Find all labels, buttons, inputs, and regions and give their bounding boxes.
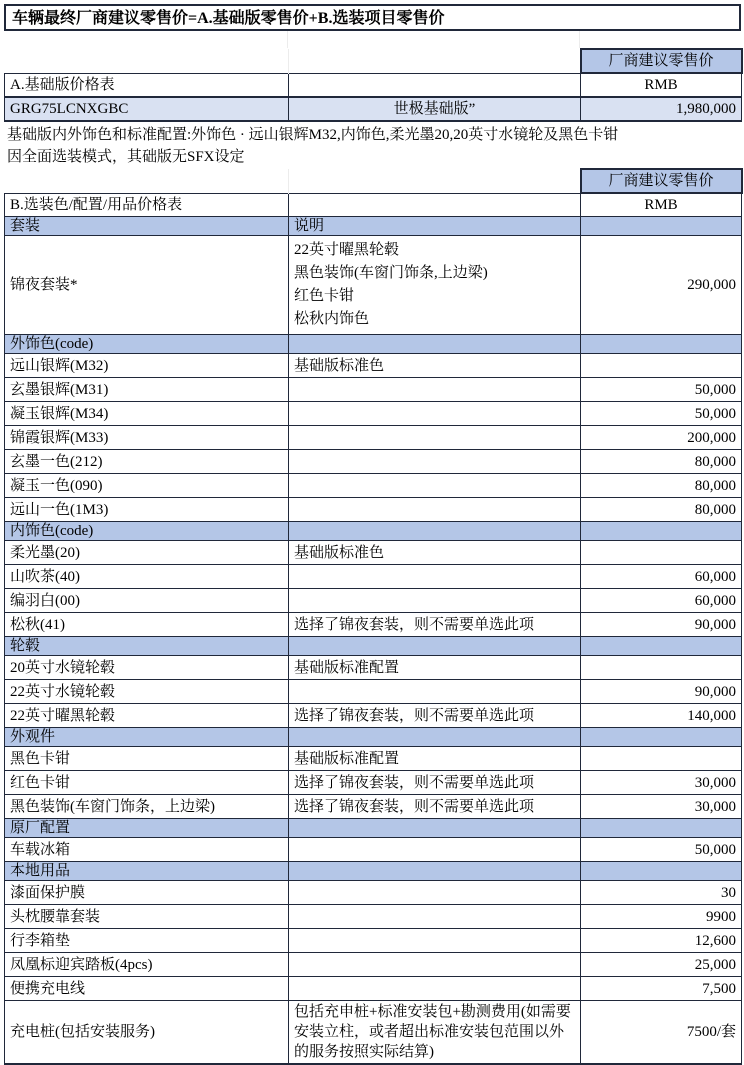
section-b-table <box>4 168 743 1065</box>
group-header-desc-cell <box>289 637 581 656</box>
section-a-label: A.基础版价格表 <box>5 73 289 97</box>
option-name-cell: 黑色装饰(车窗门饰条，上边梁) <box>5 795 289 819</box>
group-header-row <box>5 637 742 656</box>
option-desc-cell <box>289 498 581 522</box>
option-price-cell: 290,000 <box>581 236 742 335</box>
option-row <box>5 1001 742 1065</box>
option-price-cell: 140,000 <box>581 704 742 728</box>
group-header-desc-cell <box>289 862 581 881</box>
group-header-row <box>5 862 742 881</box>
group-header-desc-cell <box>289 819 581 838</box>
option-desc-cell: 基础版标准色 <box>289 354 581 378</box>
option-name-cell: 编羽白(00) <box>5 589 289 613</box>
group-header-row <box>5 522 742 541</box>
option-row <box>5 881 742 905</box>
option-price-cell: 80,000 <box>581 498 742 522</box>
option-desc-cell: 基础版标准配置 <box>289 656 581 680</box>
option-price-cell: 30,000 <box>581 771 742 795</box>
column-header-item: 套装 <box>5 217 289 236</box>
option-desc-cell: 选择了锦夜套装，则不需要单选此项 <box>289 795 581 819</box>
option-price-cell: 9900 <box>581 905 742 929</box>
group-header-cell: 本地用品 <box>5 862 289 881</box>
option-row <box>5 589 742 613</box>
option-row <box>5 977 742 1001</box>
model-price-cell: 1,980,000 <box>581 97 742 121</box>
currency-cell: RMB <box>581 73 742 97</box>
option-desc-cell: 选择了锦夜套装，则不需要单选此项 <box>289 704 581 728</box>
option-desc-cell <box>289 450 581 474</box>
option-name-cell: 22英寸水镜轮毂 <box>5 680 289 704</box>
price-header-cell: 厂商建议零售价 <box>581 169 742 193</box>
group-header-cell: 外观件 <box>5 728 289 747</box>
option-name-cell: 黑色卡钳 <box>5 747 289 771</box>
option-name-cell: 便携充电线 <box>5 977 289 1001</box>
group-header-cell: 原厂配置 <box>5 819 289 838</box>
currency-cell: RMB <box>581 193 742 217</box>
package-row <box>5 236 742 335</box>
option-desc-cell <box>289 565 581 589</box>
option-name-cell: 红色卡钳 <box>5 771 289 795</box>
option-name-cell: 柔光墨(20) <box>5 541 289 565</box>
sfx-note: 因全面选装模式，其础版无SFX设定 <box>7 149 245 165</box>
group-header-price-cell <box>581 335 742 354</box>
group-header-desc-cell <box>289 335 581 354</box>
option-row <box>5 838 742 862</box>
option-row <box>5 541 742 565</box>
section-a-table <box>4 48 743 122</box>
option-price-cell: 7,500 <box>581 977 742 1001</box>
group-header-cell: 轮毂 <box>5 637 289 656</box>
option-row <box>5 771 742 795</box>
option-desc-cell <box>289 426 581 450</box>
option-price-cell: 80,000 <box>581 474 742 498</box>
section-b-label: B.选装色/配置/用品价格表 <box>5 193 289 217</box>
group-header-price-cell <box>581 637 742 656</box>
option-price-cell: 60,000 <box>581 565 742 589</box>
option-name-cell: 凤凰标迎宾踏板(4pcs) <box>5 953 289 977</box>
option-price-cell: 90,000 <box>581 613 742 637</box>
option-name-cell: 头枕腰靠套装 <box>5 905 289 929</box>
option-row <box>5 656 742 680</box>
option-row <box>5 402 742 426</box>
group-header-price-cell <box>581 862 742 881</box>
option-name-cell: 玄墨银辉(M31) <box>5 378 289 402</box>
option-row <box>5 474 742 498</box>
option-desc-cell: 基础版标准色 <box>289 541 581 565</box>
grid-spacer <box>4 31 741 48</box>
option-price-cell: 90,000 <box>581 680 742 704</box>
option-desc-cell: 22英寸曜黑轮毂 黑色装饰(车窗门饰条,上边梁) 红色卡钳 松秋内饰色 <box>289 236 581 335</box>
empty-cell <box>5 49 289 73</box>
option-name-cell: 行李箱垫 <box>5 929 289 953</box>
option-name-cell: 远山一色(1M3) <box>5 498 289 522</box>
option-desc-cell: 选择了锦夜套装，则不需要单选此项 <box>289 613 581 637</box>
group-header-desc-cell <box>289 728 581 747</box>
option-row <box>5 704 742 728</box>
group-header-desc-cell <box>289 522 581 541</box>
option-price-cell <box>581 541 742 565</box>
option-name-cell: 玄墨一色(212) <box>5 450 289 474</box>
column-header-desc: 说明 <box>289 217 581 236</box>
option-desc-cell: 选择了锦夜套装，则不需要单选此项 <box>289 771 581 795</box>
model-code-cell: GRG75LCNXGBC <box>5 97 289 121</box>
option-name-cell: 凝玉一色(090) <box>5 474 289 498</box>
option-price-cell: 60,000 <box>581 589 742 613</box>
option-name-cell: 20英寸水镜轮毂 <box>5 656 289 680</box>
group-header-cell: 内饰色(code) <box>5 522 289 541</box>
option-price-cell: 200,000 <box>581 426 742 450</box>
option-desc-cell <box>289 402 581 426</box>
option-desc-cell <box>289 953 581 977</box>
option-row <box>5 450 742 474</box>
group-header-price-cell <box>581 728 742 747</box>
option-row <box>5 747 742 771</box>
option-desc-cell <box>289 838 581 862</box>
group-header-row <box>5 819 742 838</box>
option-name-cell: 锦夜套装* <box>5 236 289 335</box>
option-price-cell <box>581 354 742 378</box>
option-desc-cell: 基础版标准配置 <box>289 747 581 771</box>
option-row <box>5 795 742 819</box>
option-name-cell: 22英寸曜黑轮毂 <box>5 704 289 728</box>
empty-cell <box>5 169 289 193</box>
option-name-cell: 锦霞银辉(M33) <box>5 426 289 450</box>
option-price-cell: 30,000 <box>581 795 742 819</box>
option-row <box>5 929 742 953</box>
model-name-cell: 世极基础版” <box>289 97 581 121</box>
price-header-cell: 厂商建议零售价 <box>581 49 742 73</box>
option-name-cell: 车载冰箱 <box>5 838 289 862</box>
group-header-cell: 外饰色(code) <box>5 335 289 354</box>
option-name-cell: 漆面保护膜 <box>5 881 289 905</box>
option-price-cell: 80,000 <box>581 450 742 474</box>
option-price-cell: 7500/套 <box>581 1001 742 1065</box>
empty-cell <box>289 73 581 97</box>
option-price-cell: 12,600 <box>581 929 742 953</box>
group-header-price-cell <box>581 522 742 541</box>
column-header-price <box>581 217 742 236</box>
option-price-cell <box>581 747 742 771</box>
option-desc-cell: 包括充申桩+标准安装包+勘测费用(如需要安装立柱，或者超出标准安装包范围以外的服务按照实际结算) <box>289 1001 581 1065</box>
group-header-row <box>5 728 742 747</box>
base-config-note: 基础版内外饰色和标准配置:外饰色 · 远山银辉M32,内饰色,柔光墨20,20英寸水镜轮及黑色卡钳 <box>7 127 619 143</box>
option-price-cell: 50,000 <box>581 838 742 862</box>
option-desc-cell <box>289 905 581 929</box>
option-name-cell: 充电桩(包括安装服务) <box>5 1001 289 1065</box>
option-desc-cell <box>289 680 581 704</box>
option-desc-cell <box>289 977 581 1001</box>
page-title: 车辆最终厂商建议零售价=A.基础版零售价+B.选装项目零售价 <box>4 4 741 31</box>
option-price-cell: 25,000 <box>581 953 742 977</box>
option-price-cell: 50,000 <box>581 378 742 402</box>
group-header-row <box>5 335 742 354</box>
option-row <box>5 613 742 637</box>
option-row <box>5 378 742 402</box>
option-price-cell: 50,000 <box>581 402 742 426</box>
empty-cell <box>289 49 581 73</box>
option-name-cell: 远山银辉(M32) <box>5 354 289 378</box>
option-name-cell: 松秋(41) <box>5 613 289 637</box>
option-row <box>5 953 742 977</box>
option-row <box>5 498 742 522</box>
option-price-cell <box>581 656 742 680</box>
option-desc-cell <box>289 881 581 905</box>
empty-cell <box>289 193 581 217</box>
option-desc-cell <box>289 378 581 402</box>
option-row <box>5 426 742 450</box>
option-price-cell: 30 <box>581 881 742 905</box>
empty-cell <box>289 169 581 193</box>
option-desc-cell <box>289 929 581 953</box>
option-name-cell: 凝玉银辉(M34) <box>5 402 289 426</box>
group-header-price-cell <box>581 819 742 838</box>
option-row <box>5 905 742 929</box>
option-name-cell: 山吹茶(40) <box>5 565 289 589</box>
option-row <box>5 680 742 704</box>
option-row <box>5 565 742 589</box>
option-desc-cell <box>289 589 581 613</box>
option-row <box>5 354 742 378</box>
option-desc-cell <box>289 474 581 498</box>
